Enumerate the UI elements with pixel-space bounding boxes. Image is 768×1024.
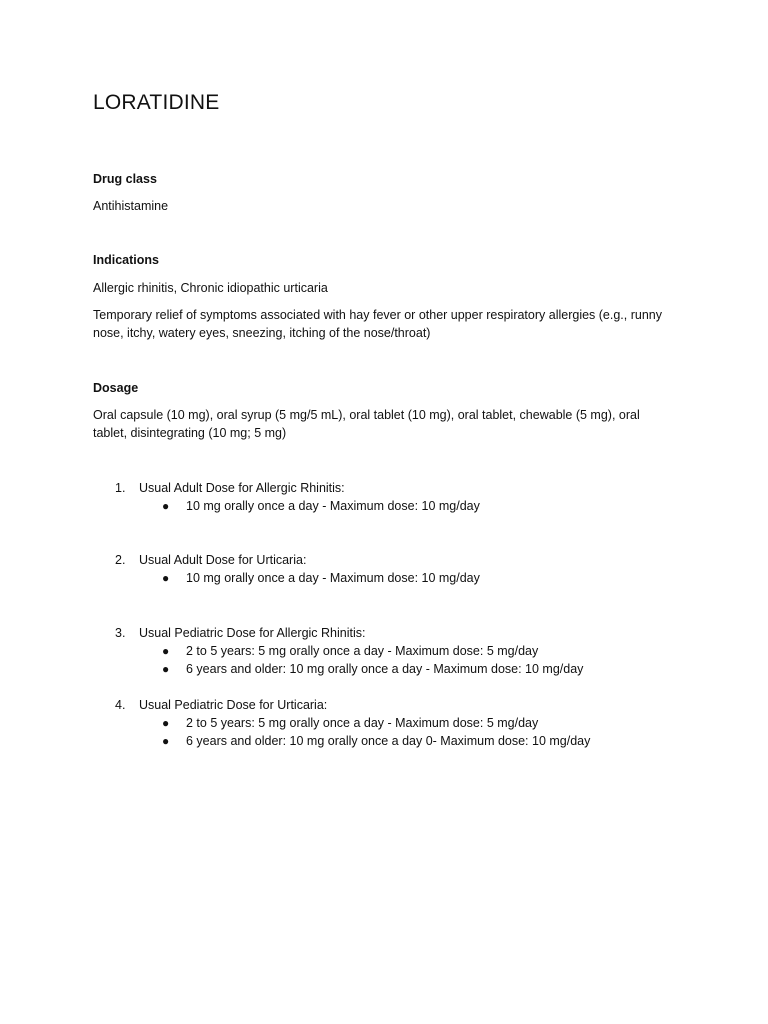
dose-bullet-text: 2 to 5 years: 5 mg orally once a day - Maximum dose: 5 mg/day — [186, 644, 539, 658]
dose-bullet — [162, 660, 583, 678]
bullet-icon: ● — [162, 499, 170, 513]
dose-bullet-text: 6 years and older: 10 mg orally once a day 0- Maximum dose: 10 mg/day — [186, 734, 591, 748]
dosage-list-item — [115, 479, 345, 497]
indications-line-1: Allergic rhinitis, Chronic idiopathic urticaria — [93, 281, 328, 295]
dosage-list-item — [115, 551, 306, 569]
dosage-list-item — [115, 696, 327, 714]
dose-bullet — [162, 569, 480, 587]
dose-bullet — [162, 497, 480, 515]
dose-bullet-text: 6 years and older: 10 mg orally once a day - Maximum dose: 10 mg/day — [186, 662, 584, 676]
indications-line-2: Temporary relief of symptoms associated with hay fever or other upper respiratory allergies (e.g., runny nose, itchy, watery eyes, sneezing, itching of the nose/throat) — [93, 308, 662, 340]
dose-bullet-text: 10 mg orally once a day - Maximum dose: 10 mg/day — [186, 571, 480, 585]
list-number: 3. — [115, 626, 126, 640]
dose-bullet — [162, 642, 538, 660]
list-number: 2. — [115, 553, 126, 567]
dosage-list-item — [115, 624, 365, 642]
dosage-forms: Oral capsule (10 mg), oral syrup (5 mg/5 mL), oral tablet (10 mg), oral tablet, chewable (5 mg), oral tablet, disintegrating (10 mg; 5 mg) — [93, 408, 640, 440]
bullet-icon: ● — [162, 662, 170, 676]
dosage-heading: Dosage — [93, 381, 139, 395]
dose-bullet — [162, 732, 590, 750]
indications-heading: Indications — [93, 253, 159, 267]
list-item-label: Usual Adult Dose for Allergic Rhinitis: — [139, 481, 345, 495]
document-title: LORATIDINE — [93, 91, 220, 114]
dose-bullet-text: 10 mg orally once a day - Maximum dose: 10 mg/day — [186, 499, 480, 513]
dose-bullet-text: 2 to 5 years: 5 mg orally once a day - Maximum dose: 5 mg/day — [186, 716, 539, 730]
bullet-icon: ● — [162, 734, 170, 748]
drug-class-heading: Drug class — [93, 172, 157, 186]
bullet-icon: ● — [162, 571, 170, 585]
list-item-label: Usual Adult Dose for Urticaria: — [139, 553, 307, 567]
dose-bullet — [162, 714, 538, 732]
drug-class-value: Antihistamine — [93, 199, 169, 213]
list-item-label: Usual Pediatric Dose for Urticaria: — [139, 698, 328, 712]
bullet-icon: ● — [162, 644, 170, 658]
list-number: 1. — [115, 481, 126, 495]
bullet-icon: ● — [162, 716, 170, 730]
list-number: 4. — [115, 698, 126, 712]
list-item-label: Usual Pediatric Dose for Allergic Rhinitis: — [139, 626, 366, 640]
